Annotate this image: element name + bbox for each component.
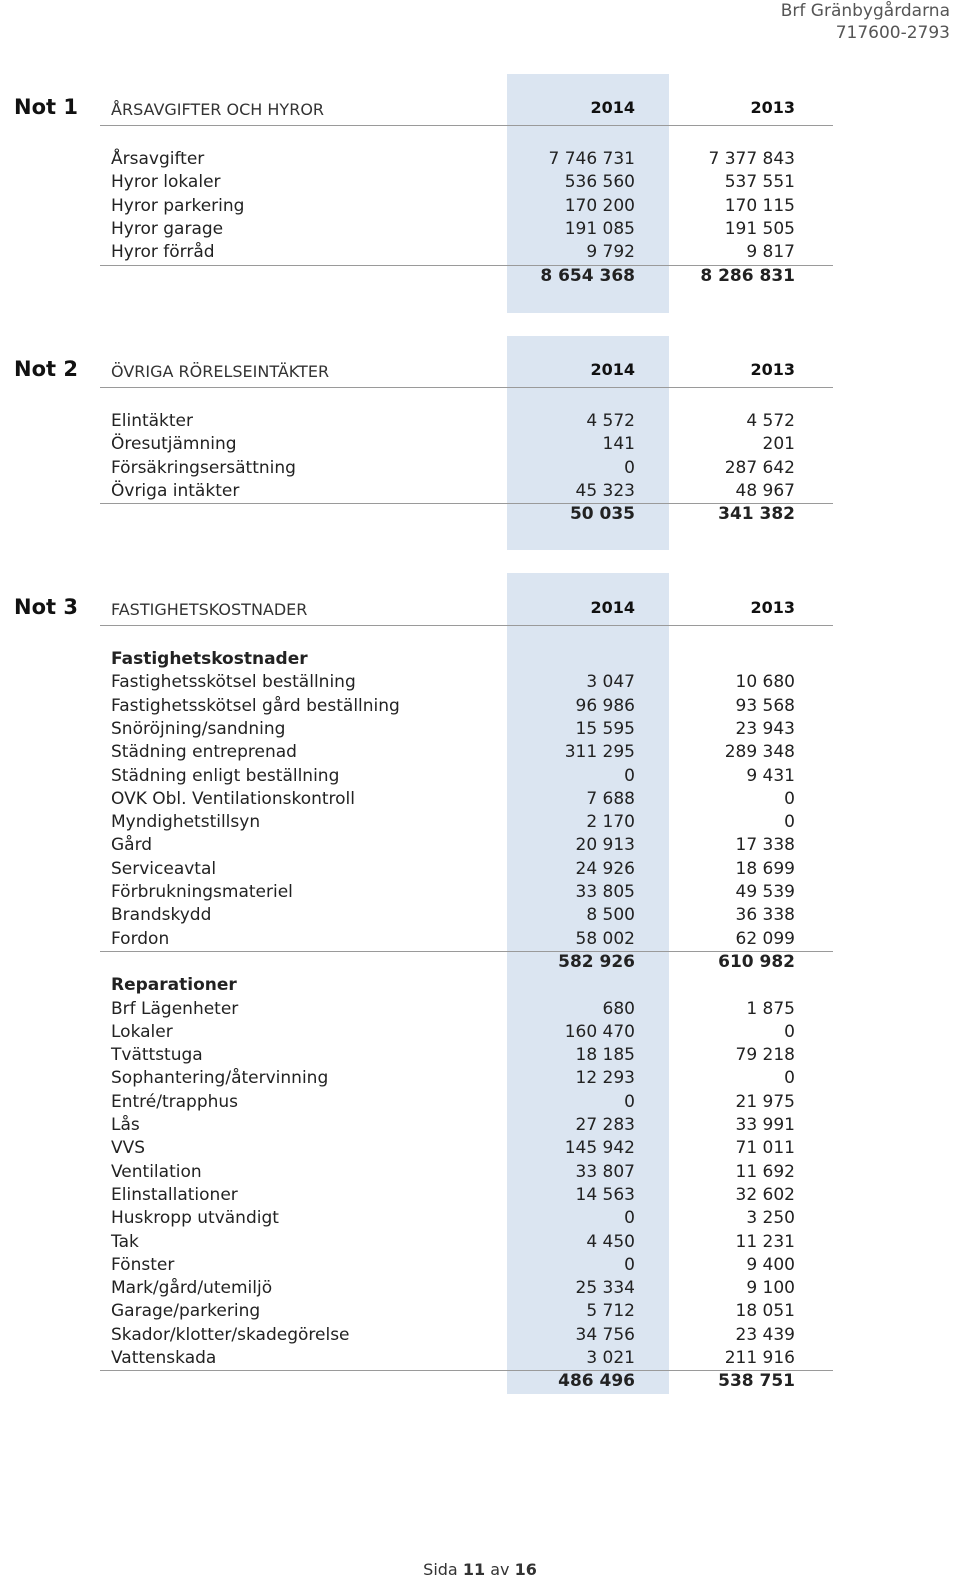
- value-2014: 58 002: [575, 928, 635, 949]
- value-2014: 8 500: [586, 905, 635, 926]
- value-2014: 170 200: [564, 195, 635, 216]
- value-2013: 287 642: [724, 457, 795, 478]
- value-2014: 4 450: [586, 1231, 635, 1252]
- row-label: Brandskydd: [111, 905, 212, 926]
- value-2013: 341 382: [718, 504, 795, 525]
- value-2014: 680: [602, 998, 635, 1019]
- table-row: [0, 928, 960, 951]
- value-2013: 0: [784, 788, 795, 809]
- row-label: Sophantering/återvinning: [111, 1068, 329, 1089]
- value-2014: 96 986: [575, 695, 635, 716]
- row-label: Öresutjämning: [111, 434, 237, 455]
- value-2013: 3 250: [746, 1208, 795, 1229]
- sum-row: [0, 1370, 960, 1393]
- page-header: [781, 0, 950, 44]
- table-row: [0, 765, 960, 788]
- row-label: Serviceavtal: [111, 858, 217, 879]
- header-rule: [100, 625, 833, 626]
- value-2014: 7 746 731: [548, 149, 635, 169]
- value-2014: 8 654 368: [540, 265, 635, 286]
- value-2014: 18 185: [575, 1045, 635, 1066]
- row-label: Försäkringsersättning: [111, 457, 296, 478]
- row-label: Tvättstuga: [111, 1045, 203, 1066]
- year-2014-header: 2014: [590, 98, 635, 117]
- table-row: [0, 695, 960, 718]
- table-row: [0, 904, 960, 927]
- value-2013: 289 348: [724, 742, 795, 763]
- value-2014: 33 805: [575, 882, 635, 902]
- note-label: Not 2: [14, 357, 78, 381]
- footer-total: 16: [514, 1560, 537, 1579]
- table-row: [0, 1044, 960, 1067]
- value-2014: 536 560: [564, 172, 635, 193]
- value-2013: 18 699: [735, 858, 795, 879]
- value-2014: 160 470: [564, 1021, 635, 1042]
- row-label: Myndighetstillsyn: [111, 812, 261, 833]
- value-2013: 49 539: [735, 882, 795, 902]
- value-2014: 45 323: [575, 480, 635, 501]
- row-label: Städning entreprenad: [111, 742, 297, 763]
- table-row: [0, 218, 960, 241]
- row-label: Elinstallationer: [111, 1184, 238, 1205]
- row-label: Hyror garage: [111, 218, 224, 239]
- footer-prefix: Sida: [423, 1560, 458, 1579]
- value-2014: 582 926: [558, 951, 635, 972]
- value-2014: 27 283: [575, 1115, 635, 1135]
- value-2014: 486 496: [558, 1371, 635, 1392]
- year-2014-header: 2014: [590, 360, 635, 379]
- table-row: [0, 671, 960, 694]
- row-label: Reparationer: [111, 975, 237, 996]
- sum-row: [0, 503, 960, 526]
- value-2013: 33 991: [735, 1115, 795, 1135]
- value-2013: 211 916: [724, 1348, 795, 1368]
- value-2014: 20 913: [575, 835, 635, 856]
- table-row: [0, 1184, 960, 1207]
- value-2014: 14 563: [575, 1184, 635, 1205]
- value-2013: 93 568: [735, 695, 795, 716]
- value-2014: 3 021: [586, 1348, 635, 1368]
- header-rule: [100, 387, 833, 388]
- value-2014: 191 085: [564, 218, 635, 239]
- row-label: Brf Lägenheter: [111, 998, 239, 1019]
- value-2014: 5 712: [586, 1301, 635, 1322]
- row-label: Städning enligt beställning: [111, 765, 340, 786]
- row-label: Övriga intäkter: [111, 480, 240, 501]
- value-2014: 0: [624, 1091, 635, 1112]
- header-rule: [100, 125, 833, 126]
- value-2013: 23 439: [735, 1324, 795, 1345]
- value-2013: 0: [784, 812, 795, 833]
- row-label: Årsavgifter: [111, 149, 205, 169]
- table-row: [0, 788, 960, 811]
- table-row: [0, 195, 960, 218]
- value-2014: 15 595: [575, 718, 635, 739]
- table-row: [0, 648, 960, 671]
- note-title: ÅRSAVGIFTER OCH HYROR: [111, 100, 325, 119]
- note-label: Not 1: [14, 95, 78, 119]
- row-label: Garage/parkering: [111, 1301, 261, 1322]
- table-row: [0, 410, 960, 433]
- table-row: [0, 1021, 960, 1044]
- year-2013-header: 2013: [750, 98, 795, 117]
- row-label: Hyror förråd: [111, 242, 215, 263]
- row-label: OVK Obl. Ventilationskontroll: [111, 788, 356, 809]
- value-2014: 25 334: [575, 1278, 635, 1299]
- value-2013: 71 011: [735, 1138, 795, 1159]
- value-2013: 201: [762, 434, 795, 455]
- table-row: [0, 1300, 960, 1323]
- value-2013: 17 338: [735, 835, 795, 856]
- footer-page: 11: [462, 1560, 486, 1579]
- value-2014: 24 926: [575, 858, 635, 879]
- row-label: Entré/trapphus: [111, 1091, 239, 1112]
- table-row: [0, 1277, 960, 1300]
- table-row: [0, 741, 960, 764]
- value-2014: 141: [602, 434, 635, 455]
- table-row: [0, 1161, 960, 1184]
- row-label: Förbrukningsmateriel: [111, 882, 293, 902]
- value-2013: 21 975: [735, 1091, 795, 1112]
- row-label: Snöröjning/sandning: [111, 718, 286, 739]
- table-row: [0, 718, 960, 741]
- value-2014: 145 942: [564, 1138, 635, 1159]
- org-name: Brf Gränbygårdarna: [780, 1, 950, 21]
- value-2014: 311 295: [564, 742, 635, 763]
- value-2013: 4 572: [746, 411, 795, 431]
- note-label: Not 3: [14, 595, 78, 619]
- value-2013: 9 817: [746, 242, 795, 263]
- row-label: Huskropp utvändigt: [111, 1208, 279, 1229]
- value-2013: 11 231: [735, 1231, 795, 1252]
- value-2013: 0: [784, 1021, 795, 1042]
- value-2014: 0: [624, 1208, 635, 1229]
- year-2013-header: 2013: [750, 598, 795, 617]
- row-label: VVS: [111, 1138, 146, 1159]
- value-2013: 18 051: [735, 1301, 795, 1322]
- row-label: Lås: [111, 1115, 140, 1135]
- table-row: [0, 998, 960, 1021]
- row-label: Fastighetsskötsel gård beställning: [111, 695, 400, 716]
- table-row: [0, 148, 960, 171]
- table-row: [0, 811, 960, 834]
- row-label: Fastighetskostnader: [111, 649, 308, 669]
- table-row: [0, 1091, 960, 1114]
- table-row: [0, 881, 960, 904]
- value-2014: 9 792: [586, 242, 635, 263]
- value-2013: 62 099: [735, 928, 795, 949]
- year-2014-header: 2014: [590, 598, 635, 617]
- table-row: [0, 1207, 960, 1230]
- value-2014: 2 170: [586, 812, 635, 833]
- row-label: Hyror lokaler: [111, 172, 221, 193]
- value-2013: 11 692: [735, 1161, 795, 1182]
- note-title: FASTIGHETSKOSTNADER: [111, 600, 308, 619]
- table-row: [0, 1114, 960, 1137]
- table-row: [0, 457, 960, 480]
- value-2014: 0: [624, 457, 635, 478]
- year-2013-header: 2013: [750, 360, 795, 379]
- table-row: [0, 974, 960, 997]
- table-row: [0, 1324, 960, 1347]
- value-2013: 8 286 831: [700, 265, 795, 286]
- row-label: Fönster: [111, 1254, 175, 1275]
- footer-sep: av: [490, 1560, 510, 1579]
- table-row: [0, 480, 960, 503]
- table-row: [0, 1231, 960, 1254]
- value-2013: 32 602: [735, 1184, 795, 1205]
- row-label: Hyror parkering: [111, 195, 245, 216]
- value-2013: 538 751: [718, 1371, 795, 1392]
- row-label: Elintäkter: [111, 411, 194, 431]
- value-2014: 4 572: [586, 411, 635, 431]
- value-2013: 9 431: [746, 765, 795, 786]
- value-2013: 9 400: [746, 1254, 795, 1275]
- table-row: [0, 1254, 960, 1277]
- value-2013: 0: [784, 1068, 795, 1089]
- row-label: Gård: [111, 835, 153, 856]
- row-label: Mark/gård/utemiljö: [111, 1278, 273, 1299]
- value-2013: 9 100: [746, 1278, 795, 1299]
- row-label: Fastighetsskötsel beställning: [111, 672, 356, 693]
- org-number: 717600-2793: [835, 23, 950, 43]
- value-2013: 10 680: [735, 672, 795, 693]
- value-2014: 0: [624, 765, 635, 786]
- row-label: Tak: [111, 1231, 139, 1252]
- table-row: [0, 858, 960, 881]
- table-row: [0, 1067, 960, 1090]
- value-2013: 48 967: [735, 480, 795, 501]
- table-row: [0, 171, 960, 194]
- row-label: Vattenskada: [111, 1348, 217, 1368]
- row-label: Lokaler: [111, 1021, 173, 1042]
- value-2014: 7 688: [586, 788, 635, 809]
- table-row: [0, 241, 960, 264]
- value-2014: 0: [624, 1254, 635, 1275]
- value-2013: 191 505: [724, 218, 795, 239]
- value-2013: 1 875: [746, 998, 795, 1019]
- table-row: [0, 834, 960, 857]
- value-2013: 36 338: [735, 905, 795, 926]
- value-2013: 79 218: [735, 1045, 795, 1066]
- row-label: Ventilation: [111, 1161, 202, 1182]
- table-row: [0, 1347, 960, 1370]
- table-row: [0, 433, 960, 456]
- row-label: Fordon: [111, 928, 170, 949]
- value-2013: 537 551: [724, 172, 795, 193]
- value-2014: 33 807: [575, 1161, 635, 1182]
- value-2013: 610 982: [718, 951, 795, 972]
- value-2014: 34 756: [575, 1324, 635, 1345]
- value-2014: 12 293: [575, 1068, 635, 1089]
- note-title: ÖVRIGA RÖRELSEINTÄKTER: [111, 362, 330, 381]
- table-row: [0, 1137, 960, 1160]
- page-footer: [0, 1560, 960, 1579]
- value-2013: 7 377 843: [708, 149, 795, 169]
- sum-row: [0, 951, 960, 974]
- value-2014: 3 047: [586, 672, 635, 693]
- value-2013: 23 943: [735, 718, 795, 739]
- value-2013: 170 115: [724, 195, 795, 216]
- value-2014: 50 035: [569, 504, 635, 525]
- row-label: Skador/klotter/skadegörelse: [111, 1324, 350, 1345]
- sum-row: [0, 265, 960, 288]
